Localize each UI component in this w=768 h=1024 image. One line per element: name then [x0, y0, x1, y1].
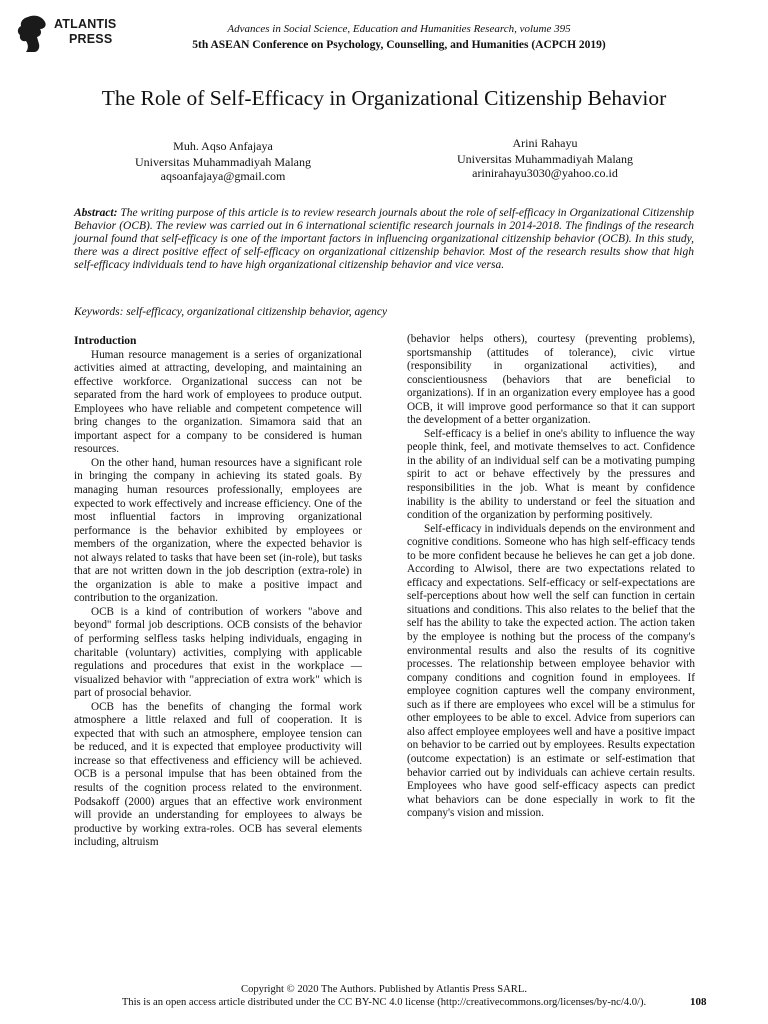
abstract-text: The writing purpose of this article is to review research journals about the role of self-efficacy in Organizational Citizenship Behavior (OCB). The review was carried out in 6 international scientific research journals in 2014-2018. The findings of the research journal found that self-efficacy is one of the important factors in influencing organizational citizenship behavior (OCB). In this study, there was a direct positive effect of self-efficacy on organizational citizenship behavior. Most of the research results show that high self-efficacy individuals tend to have high organizational citizenship behavior and vice versa.	[74, 207, 694, 272]
paper-title: The Role of Self-Efficacy in Organizational Citizenship Behavior	[101, 86, 667, 110]
license-notice: This is an open access article distributed under the CC BY-NC 4.0 license (http://creativecommons.org/licenses/by-nc/4.0/).	[121, 997, 647, 1008]
copyright-notice: Copyright © 2020 The Authors. Published by Atlantis Press SARL.	[241, 984, 527, 995]
body-column-left	[74, 335, 362, 850]
paragraph: Self-efficacy is a belief in one's ability to influence the way people think, feel, and motivate themselves to act. Confidence in the ability of an individual self can be a motivating pumping spirit to act or behave effectively by the pressures and responsibilities in the job. What is meant by confidence inability is the ability to understand or feel the situation and condition of the organization by performing positively.	[407, 427, 695, 522]
author-email: arinirahayu3030@yahoo.co.id	[472, 166, 618, 180]
page-number: 108	[690, 996, 707, 1008]
paragraph: OCB is a kind of contribution of workers "above and beyond" formal job descriptions. OCB consists of the behavior of performing selfless tasks helping individuals, engaging in charitable (voluntary) activities, complying with applicable regulations and procedures that exist in the workplace — visualized behavior with "appreciation of extra work" which is part of prosocial behavior.	[74, 605, 362, 700]
publisher-name-line1: ATLANTIS	[54, 17, 117, 31]
paragraph: Self-efficacy in individuals depends on the environment and cognitive conditions. Someone who has high self-efficacy tends to be more confident because he believes he can get a job done. According to Alwisol, there are two expectations related to efficacy and expectations. Self-efficacy or self-expectations are self-perceptions about how well the self can function in certain situations and conditions. This also relates to the belief that the self has the ability to take the expected action. The action taken by the employee is nothing but the process of the company's environmental results and also the results of its cognitive processes. The relationship between employee behavior with company conditions and cognition found in employees. If employee cognition captures well the company environment, such as if there are employees who excel will be a stimulus for other employees to be able to excel. Advice from superiors can also affect employee employees well and have a positive impact on behavior to be carried out by employees. Results expectation (outcome expectation) is an estimate or self-estimation that behavior carried out by individuals can achieve certain results. Employees who have good self-efficacy aspects can predict what behaviors can be done especially in work to fit the company's vision and mission.	[407, 522, 695, 820]
author-name: Arini Rahayu	[512, 136, 578, 150]
author-name: Muh. Aqso Anfajaya	[173, 139, 273, 153]
paragraph: (behavior helps others), courtesy (preventing problems), sportsmanship (attitudes of tolerance), civic virtue (responsibility in organizational activities), and conscientiousness (behaviors that are beneficial to organizations). If in an organization every employee has a good OCB, it will improve good performance so that it can support the development of a better organization.	[407, 333, 695, 427]
author-block	[440, 136, 650, 180]
abstract	[74, 207, 694, 272]
author-affiliation: Universitas Muhammadiyah Malang	[135, 155, 311, 169]
keywords: Keywords: self-efficacy, organizational citizenship behavior, agency	[74, 306, 388, 318]
page-footer	[0, 983, 768, 1009]
author-block	[118, 139, 328, 183]
body-column-right	[407, 333, 695, 821]
abstract-label: Abstract:	[74, 207, 118, 219]
paragraph: OCB has the benefits of changing the formal work atmosphere a little relaxed and full of cooperation. It is expected that with such an atmosphere, employee tension can be reduced, and it is expected that employee productivity will increase so that effectiveness and efficiency will be achieved. OCB is a personal impulse that has been obtained from the results of the cognition process related to the environment. Podsakoff (2000) argues that an effective work environment will provide an understanding for employees to always be productive by working extra-roles. OCB has several elements including, altruism	[74, 700, 362, 849]
paragraph: On the other hand, human resources have a significant role in bringing the company in achieving its stated goals. By managing human resources professionally, employees are expected to work effectively and increase efficiency. One of the most influential factors in improving organizational performance is the behavior exhibited by employees or members of the organization, where the expected behavior is not always related to tasks that have been set (in-role), but tasks that are not written down in the job description (extra-role) in the organization is able to make a positive impact and contribution to the organization.	[74, 456, 362, 605]
publisher-name-line2: PRESS	[69, 32, 113, 46]
author-email: aqsoanfajaya@gmail.com	[160, 169, 286, 183]
conference-name: 5th ASEAN Conference on Psychology, Counselling, and Humanities (ACPCH 2019)	[192, 39, 606, 51]
series-title: Advances in Social Science, Education and Humanities Research, volume 395	[227, 23, 571, 35]
author-affiliation: Universitas Muhammadiyah Malang	[457, 152, 633, 166]
section-heading: Introduction	[74, 335, 137, 347]
paragraph: Human resource management is a series of organizational activities aimed at attracting, developing, and maintaining an effective workforce. Organizational success can not be separated from the hard work of employees to produce output. Employees who have reliable and competent competence will bring changes to the organization. Simamora said that an important aspect for a company to be considered is human resources.	[74, 348, 362, 456]
